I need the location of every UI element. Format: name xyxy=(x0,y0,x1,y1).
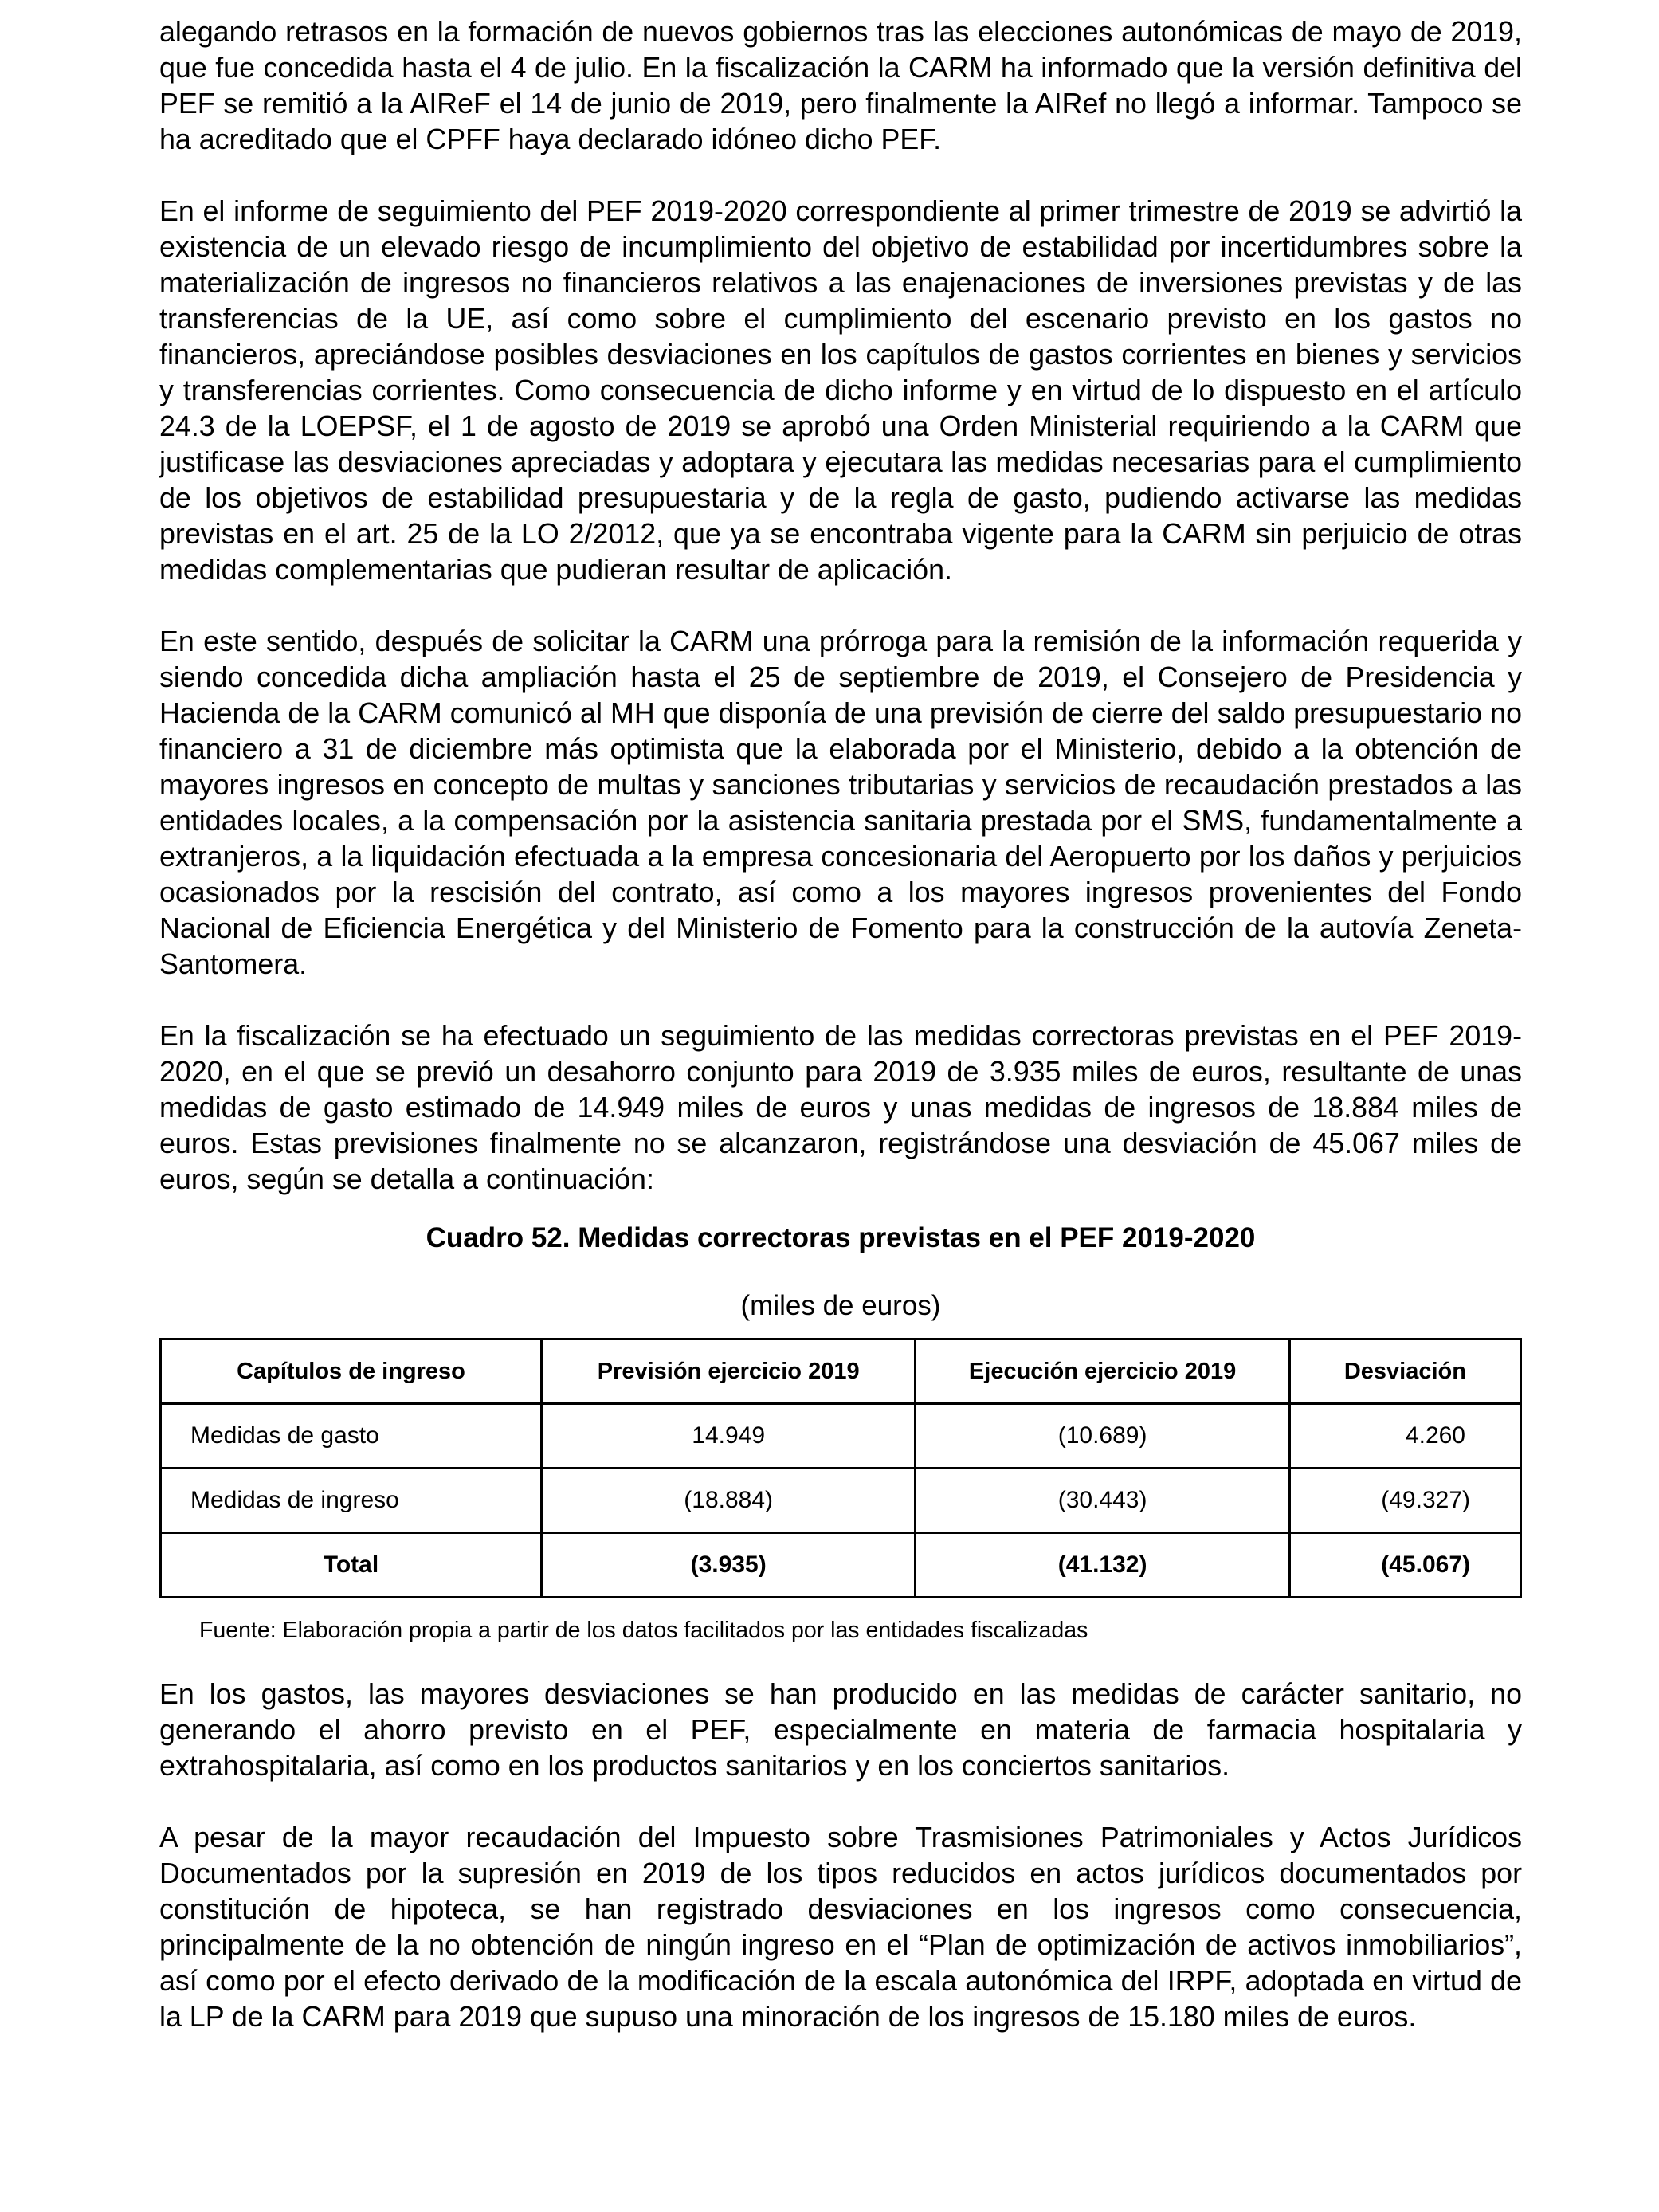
total-prevision: (3.935) xyxy=(541,1533,915,1598)
header-desviacion: Desviación xyxy=(1289,1339,1520,1404)
table-row xyxy=(161,1404,1521,1469)
header-ejecucion: Ejecución ejercicio 2019 xyxy=(916,1339,1289,1404)
measures-table xyxy=(159,1338,1522,1598)
cell-prevision: (18.884) xyxy=(541,1469,915,1533)
table-total-row xyxy=(161,1533,1521,1598)
total-label: Total xyxy=(161,1533,542,1598)
cell-ejecucion: (30.443) xyxy=(916,1469,1289,1533)
total-desviacion: (45.067) xyxy=(1289,1533,1520,1598)
header-capitulos: Capítulos de ingreso xyxy=(161,1339,542,1404)
paragraph-5: En los gastos, las mayores desviaciones se han producido en las medidas de carácter sanitario, no generando el ahorro previsto en el PEF, especialmente en materia de farmacia hospitalaria y extrahospitalaria, así como en los productos sanitarios y en los conciertos sanitarios. xyxy=(159,1678,1522,1782)
cell-desviacion: 4.260 xyxy=(1289,1404,1520,1469)
document-page xyxy=(159,14,1522,2071)
table-row xyxy=(161,1469,1521,1533)
paragraph-6: A pesar de la mayor recaudación del Impuesto sobre Trasmisiones Patrimoniales y Actos Jurídicos Documentados por la supresión en 2019 de los tipos reducidos en actos jurídicos documentados por constitución de hipoteca, se han registrado desviaciones en los ingresos como consecuencia, principalmente de la no obtención de ningún ingreso en el “Plan de optimización de activos inmobiliarios”, así como por el efecto derivado de la modificación de la escala autonómica del IRPF, adoptada en virtud de la LP de la CARM para 2019 que supuso una minoración de los ingresos de 15.180 miles de euros. xyxy=(159,1822,1522,2033)
paragraph-2: En el informe de seguimiento del PEF 2019-2020 correspondiente al primer trimestre de 2019 se advirtió la existencia de un elevado riesgo de incumplimiento del objetivo de estabilidad por incertidumbres sobre la materialización de ingresos no financieros relativos a las enajenaciones de inversiones previstas y de las transferencias de la UE, así como sobre el cumplimiento del escenario previsto en los gastos no financieros, apreciándose posibles desviaciones en los capítulos de gastos corrientes en bienes y servicios y transferencias corrientes. Como consecuencia de dicho informe y en virtud de lo dispuesto en el artículo 24.3 de la LOEPSF, el 1 de agosto de 2019 se aprobó una Orden Ministerial requiriendo a la CARM que justificase las desviaciones apreciadas y adoptara y ejecutara las medidas necesarias para el cumplimiento de los objetivos de estabilidad presupuestaria y de la regla de gasto, pudiendo activarse las medidas previstas en el art. 25 de la LO 2/2012, que ya se encontraba vigente para la CARM sin perjuicio de otras medidas complementarias que pudieran resultar de aplicación. xyxy=(159,195,1522,586)
table-title: Cuadro 52. Medidas correctoras previstas en el PEF 2019-2020 xyxy=(426,1222,1256,1253)
cell-desviacion: (49.327) xyxy=(1289,1469,1520,1533)
row-label: Medidas de ingreso xyxy=(161,1469,542,1533)
paragraph-1: alegando retrasos en la formación de nuevos gobiernos tras las elecciones autonómicas de mayo de 2019, que fue concedida hasta el 4 de julio. En la fiscalización la CARM ha informado que la versión definitiva del PEF se remitió a la AIReF el 14 de junio de 2019, pero finalmente la AIRef no llegó a informar. Tampoco se ha acreditado que el CPFF haya declarado idóneo dicho PEF. xyxy=(159,16,1522,155)
table-header-row xyxy=(161,1339,1521,1404)
cell-prevision: 14.949 xyxy=(541,1404,915,1469)
header-prevision: Previsión ejercicio 2019 xyxy=(541,1339,915,1404)
paragraph-4: En la fiscalización se ha efectuado un seguimiento de las medidas correctoras previstas en el PEF 2019-2020, en el que se previó un desahorro conjunto para 2019 de 3.935 miles de euros, resultante de unas medidas de gasto estimado de 14.949 miles de euros y unas medidas de ingresos de 18.884 miles de euros. Estas previsiones finalmente no se alcanzaron, registrándose una desviación de 45.067 miles de euros, según se detalla a continuación: xyxy=(159,1020,1522,1195)
cell-ejecucion: (10.689) xyxy=(916,1404,1289,1469)
paragraph-3: En este sentido, después de solicitar la CARM una prórroga para la remisión de la información requerida y siendo concedida dicha ampliación hasta el 25 de septiembre de 2019, el Consejero de Presidencia y Hacienda de la CARM comunicó al MH que disponía de una previsión de cierre del saldo presupuestario no financiero a 31 de diciembre más optimista que la elaborada por el Ministerio, debido a la obtención de mayores ingresos en concepto de multas y sanciones tributarias y servicios de recaudación prestados a las entidades locales, a la compensación por la asistencia sanitaria prestada por el SMS, fundamentalmente a extranjeros, a la liquidación efectuada a la empresa concesionaria del Aeropuerto por los daños y perjuicios ocasionados por la rescisión del contrato, así como a los mayores ingresos provenientes del Fondo Nacional de Eficiencia Energética y del Ministerio de Fomento para la construcción de la autovía Zeneta-Santomera. xyxy=(159,626,1522,980)
total-ejecucion: (41.132) xyxy=(916,1533,1289,1598)
row-label: Medidas de gasto xyxy=(161,1404,542,1469)
table-source-note: Fuente: Elaboración propia a partir de los datos facilitados por las entidades fiscalizadas xyxy=(199,1618,1088,1643)
table-subtitle: (miles de euros) xyxy=(740,1290,941,1321)
